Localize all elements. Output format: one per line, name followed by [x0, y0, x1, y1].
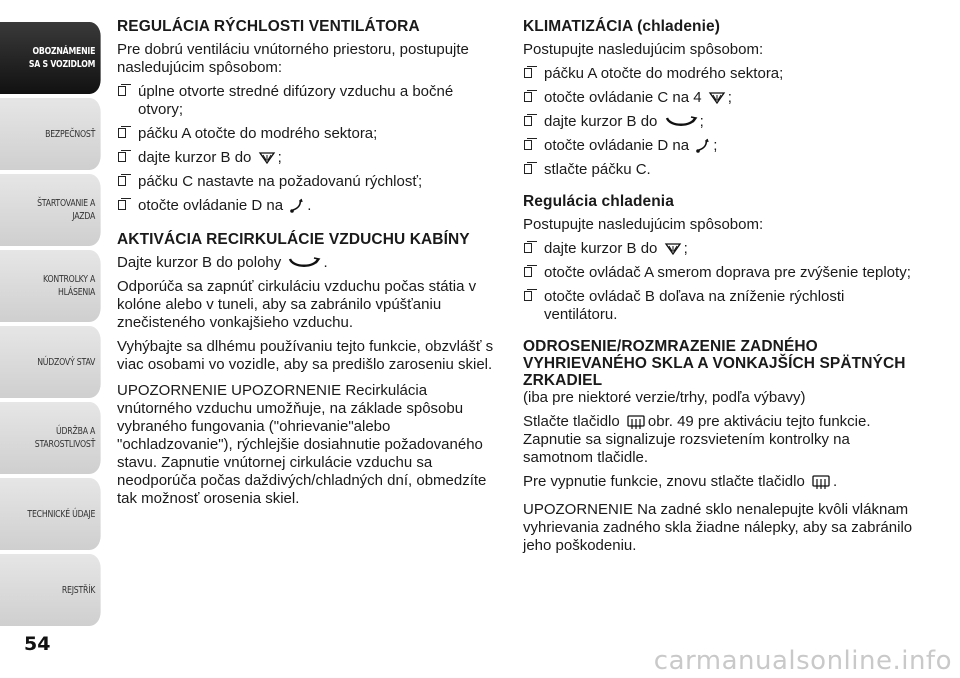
text: ; [699, 113, 704, 130]
paragraph: Pre dobrú ventiláciu vnútorného priestoru, postupujte nasledujúcim spôsobom: [117, 41, 469, 76]
dial-icon [289, 198, 305, 214]
text: . [323, 254, 328, 271]
tab-startovanie[interactable] [0, 174, 101, 246]
tab-label: REJSTŘÍK [61, 584, 96, 596]
list-item [523, 89, 913, 107]
list-item: otočte ovládač B doľava na zníženie rýchlosti ventilátoru. [523, 288, 913, 324]
text: obr. 49 pre aktiváciu tejto funkcie. Zapnutie sa signalizuje rozsvietením kontrolky na samotnom tlačidle. [523, 413, 871, 466]
heading-rear-defrost: ODROSENIE/ROZMRAZENIE ZADNÉHO VYHRIEVANÉHO SKLA A VONKAJŠÍCH SPÄTNÝCH ZRKADIEL [523, 338, 906, 389]
list-item [117, 149, 497, 167]
tab-bezpecnost[interactable] [0, 98, 101, 170]
fan-icon [708, 91, 726, 105]
list-item: páčku A otočte do modrého sektora; [117, 125, 497, 143]
list-item [523, 113, 913, 131]
list-item [523, 240, 913, 258]
list-item: páčku A otočte do modrého sektora; [523, 65, 913, 83]
text: ; [727, 89, 732, 106]
heading-air-conditioning: KLIMATIZÁCIA (chladenie) [523, 18, 721, 35]
text: dajte kurzor B do [138, 149, 252, 166]
text: dajte kurzor B do [544, 113, 658, 130]
tab-nudzovy-stav[interactable] [0, 326, 101, 398]
tab-label: KONTROLKY A HLÁSENIA [42, 274, 96, 298]
text: otočte ovládanie D na [544, 137, 690, 154]
tab-label: ÚDRŽBA A STAROSTLIVOSŤ [34, 426, 96, 450]
rear-defrost-icon [811, 474, 831, 490]
tab-label: NÚDZOVÝ STAV [37, 356, 96, 368]
heading-recirculation: AKTIVÁCIA RECIRKULÁCIE VZDUCHU KABÍNY [117, 231, 470, 248]
list-item [117, 197, 497, 215]
tab-technicke-udaje[interactable] [0, 478, 101, 550]
heading-cooling-regulation: Regulácia chladenia [523, 193, 674, 210]
paragraph: Odporúča sa zapnúť cirkuláciu vzduchu počas státia v kolóne alebo v tuneli, aby sa zabránilo vpúšťaniu znečisteného vonkajšieho vzduchu. [117, 278, 477, 331]
list-item: otočte ovládač A smerom doprava pre zvýšenie teploty; [523, 264, 913, 282]
text: . [833, 473, 838, 490]
tab-rejstrik[interactable] [0, 554, 101, 626]
paragraph: Postupujte nasledujúcim spôsobom: [523, 41, 764, 58]
page-number: 54 [24, 633, 51, 655]
fan-icon [664, 242, 682, 256]
text: ; [277, 149, 282, 166]
rear-defrost-icon [626, 414, 646, 430]
paragraph [117, 254, 497, 272]
text: Dajte kurzor B do polohy [117, 254, 282, 271]
list-item [523, 137, 913, 155]
tab-label: TECHNICKÉ ÚDAJE [27, 508, 96, 520]
tab-oboznamenie[interactable] [0, 22, 101, 94]
text: Pre vypnutie funkcie, znovu stlačte tlačidlo [523, 473, 805, 490]
paragraph: Postupujte nasledujúcim spôsobom: [523, 216, 764, 233]
text: ; [683, 240, 688, 257]
heading-fan-speed: REGULÁCIA RÝCHLOSTI VENTILÁTORA [117, 18, 420, 35]
text: Stlačte tlačidlo [523, 413, 620, 430]
dial-icon [695, 138, 711, 154]
tab-label: BEZPEČNOSŤ [45, 128, 96, 140]
tab-label: ŠTARTOVANIE A JAZDA [37, 198, 96, 222]
paragraph [523, 473, 913, 491]
paragraph: Vyhýbajte sa dlhému používaniu tejto funkcie, obzvlášť s viac osobami vo vozidle, aby sa predišlo zaroseniu skiel. [117, 338, 494, 373]
paragraph-note: (iba pre niektoré verzie/trhy, podľa výbavy) [523, 389, 806, 406]
text: ; [713, 137, 718, 154]
warning-paragraph: UPOZORNENIE UPOZORNENIE Recirkulácia vnútorného vzduchu umožňuje, na základe spôsobu vybraného fungovania ("ohrievanie"alebo "ochladzovanie"), rýchlejšie dosiahnutie požadovaného stavu. Zapnutie vnútornej cirkulácie vzduchu sa neodporúča počas daždivých/chladných dní, obmedzíte tak možnosť orosenia skiel. [117, 382, 487, 507]
paragraph [523, 413, 913, 467]
text: otočte ovládanie C na 4 [544, 89, 702, 106]
recirculation-icon [664, 115, 698, 129]
left-column [117, 18, 497, 514]
tab-label: OBOZNÁMENIE SA S VOZIDLOM [28, 46, 96, 70]
tab-kontrolky[interactable] [0, 250, 101, 322]
list-item: stlačte páčku C. [523, 161, 913, 179]
text: otočte ovládanie D na [138, 197, 284, 214]
list-item: úplne otvorte stredné difúzory vzduchu a bočné otvory; [117, 83, 497, 119]
right-column [523, 18, 913, 561]
text: . [307, 197, 312, 214]
list-item: páčku C nastavte na požadovanú rýchlosť; [117, 173, 497, 191]
watermark: carmanualsonline.info [653, 646, 952, 676]
warning-paragraph: UPOZORNENIE Na zadné sklo nenalepujte kvôli vláknam vyhrievania zadného skla žiadne nálepky, aby sa zabránilo jeho poškodeniu. [523, 501, 913, 554]
recirculation-icon [287, 256, 321, 270]
text: dajte kurzor B do [544, 240, 658, 257]
fan-icon [258, 151, 276, 165]
tab-udrzba[interactable] [0, 402, 101, 474]
